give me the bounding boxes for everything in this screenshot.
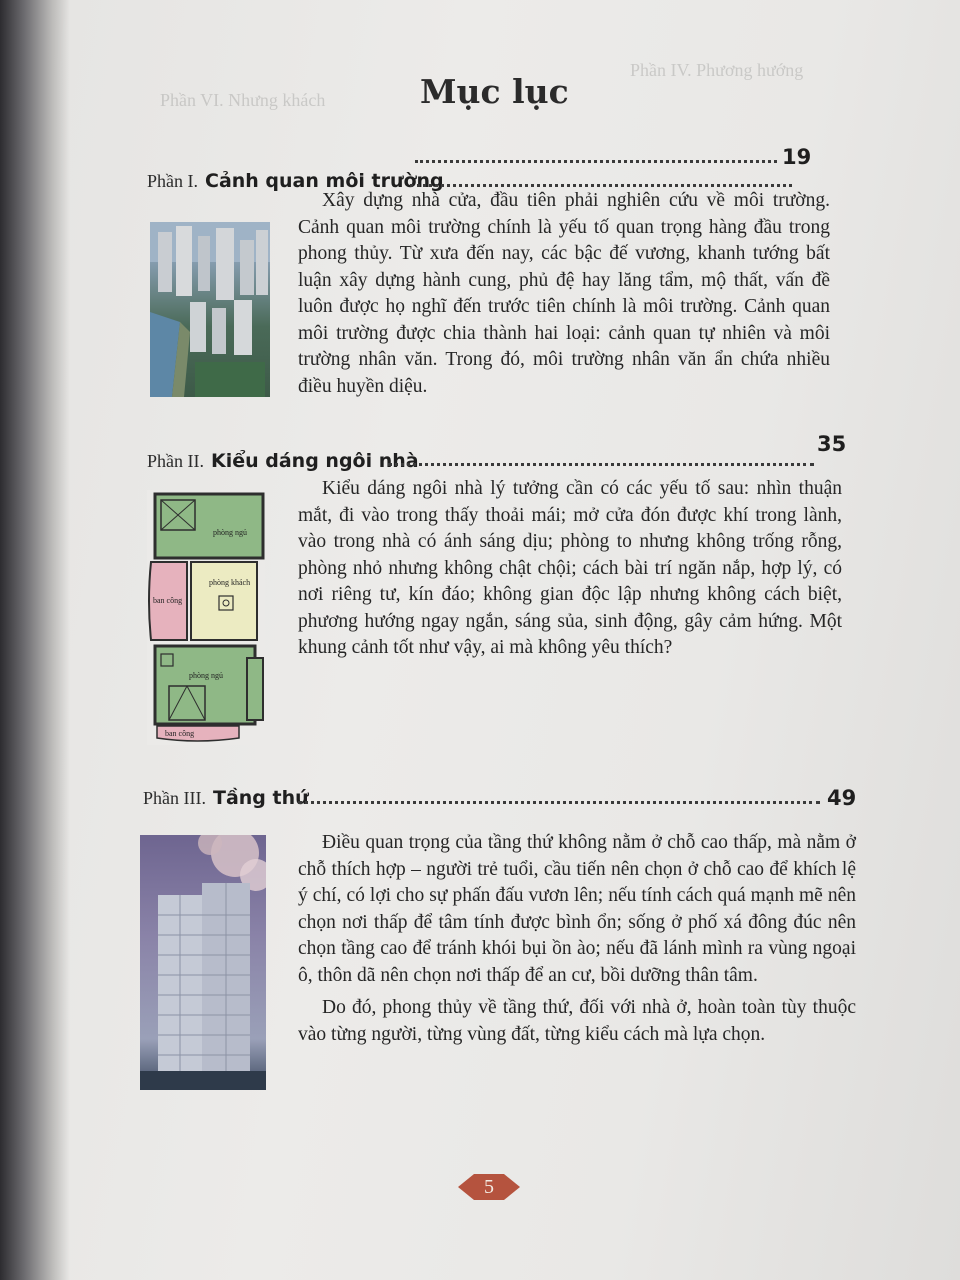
apartment-tower-photo — [140, 835, 266, 1090]
section-body — [298, 830, 856, 1048]
show-through-text: Phần VI. Nhưng khách — [160, 90, 326, 110]
section-title: Kiểu dáng ngôi nhà — [211, 450, 419, 472]
section-heading — [143, 787, 309, 809]
paragraph: Kiểu dáng ngôi nhà lý tưởng cần có các yếu tố sau: nhìn thuận mắt, đi vào trong thấy thoải mái; mở cửa đón được khí trong lành, vào trong nhà có ánh sáng dịu; phòng to nhưng không trống rỗng, phòng nhỏ nhưng không chật chội; cách bài trí ngăn nắp, hợp lý, có nơi riêng tư, kín đáo; không gian độc lập nhưng không cách biệt, phương hướng ngay ngắn, sáng sủa, sinh động, gây cảm hứng. Một khung cảnh tốt như vậy, ai mà không yêu thích? — [298, 478, 842, 658]
section-part-label: Phần III. — [143, 788, 206, 808]
page-title: Mục lục — [420, 72, 569, 111]
show-through-text: Phần IV. Phương hướng — [630, 60, 804, 80]
page-number-badge — [458, 1174, 520, 1200]
room-label: phòng ngủ — [213, 528, 247, 537]
section-heading — [147, 450, 419, 472]
city-aerial-photo — [150, 222, 270, 397]
section-part-label: Phần I. — [147, 171, 198, 191]
section-body — [298, 476, 842, 662]
section-title: Tầng thứ — [212, 787, 309, 809]
section-title: Cảnh quan môi trường — [205, 170, 444, 192]
paragraph: Xây dựng nhà cửa, đầu tiên phải nghiên cứu về môi trường. Cảnh quan môi trường chính là yếu tố quan trọng hàng đầu trong phong thủy. Từ xưa đến nay, các bậc đế vương, khanh tướng bất luận xây dựng hành cung, phủ đệ hay lăng tẩm, mộ thất, vấn đề luôn được họ nghĩ đến trước tiên chính là môi trường. Cảnh quan môi trường được chia thành hai loại: cảnh quan tự nhiên và môi trường nhân văn. Trong đó, môi trường nhân văn ẩn chứa nhiều điều huyền diệu. — [298, 190, 830, 397]
paragraph: Điều quan trọng của tầng thứ không nằm ở chỗ cao thấp, mà nằm ở chỗ thích hợp – người trẻ tuổi, cầu tiến nên chọn ở chỗ cao để khích lệ ý chí, có lợi cho sự phấn đấu vươn lên; nếu tính cách quá mạnh mẽ nên chọn nơi thấp để tâm tính được bình ổn; sống ở phố xá đông đúc nên chọn tầng cao để tránh khói bụi ồn ào; nếu đã lánh mình ra vùng ngoại ô, thôn dã nên chọn nơi thấp để an cư, bồi dưỡng thân tâm. — [298, 832, 856, 986]
room-label: phòng ngủ — [189, 671, 223, 680]
room-label: ban công — [153, 596, 183, 605]
room-label: phòng khách — [209, 578, 251, 587]
floor-plan-diagram — [147, 490, 265, 745]
page-number-ref: 35 — [817, 432, 847, 456]
paragraph: Do đó, phong thủy về tầng thứ, đối với nhà ở, hoàn toàn tùy thuộc vào từng người, từng vùng đất, từng kiểu cách mà lựa chọn. — [298, 997, 856, 1045]
dot-leader — [415, 160, 777, 163]
dot-leader — [298, 801, 820, 804]
room-label: ban công — [165, 729, 195, 738]
page-shadow-edge — [0, 0, 70, 1280]
dot-leader — [410, 184, 792, 187]
page-number-ref: 19 — [782, 145, 812, 169]
section-part-label: Phần II. — [147, 451, 204, 471]
dot-leader — [388, 463, 814, 466]
page-number: 5 — [484, 1176, 494, 1198]
section-body — [298, 188, 830, 400]
page-number-ref: 49 — [827, 786, 857, 810]
